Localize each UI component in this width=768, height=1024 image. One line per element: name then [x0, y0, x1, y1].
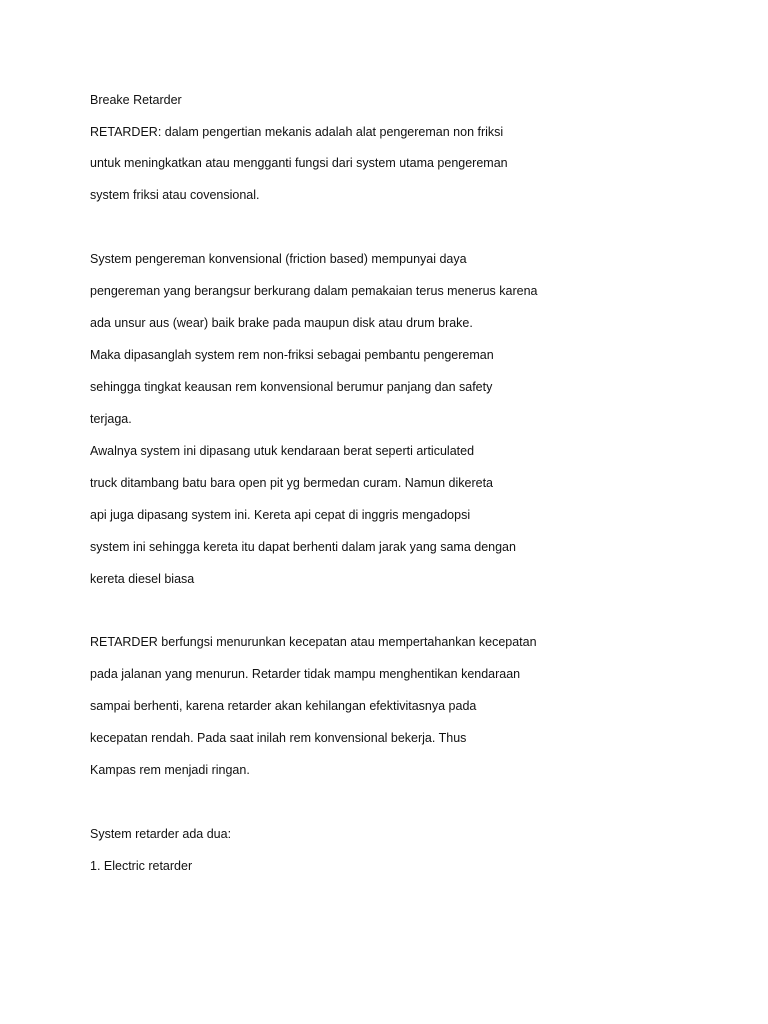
text-line: terjaga. [90, 412, 132, 426]
text-line: sehingga tingkat keausan rem konvensional berumur panjang dan safety [90, 380, 493, 394]
text-line: kecepatan rendah. Pada saat inilah rem konvensional bekerja. Thus [90, 731, 467, 745]
text-line: 1. Electric retarder [90, 859, 193, 873]
text-line: system friksi atau covensional. [90, 188, 260, 202]
text-line: RETARDER: dalam pengertian mekanis adalah alat pengereman non friksi [90, 125, 504, 139]
document-title: Breake Retarder [90, 93, 182, 107]
text-line: untuk meningkatkan atau mengganti fungsi dari system utama pengereman [90, 156, 508, 170]
text-line: system ini sehingga kereta itu dapat berhenti dalam jarak yang sama dengan [90, 540, 516, 554]
text-line: pada jalanan yang menurun. Retarder tidak mampu menghentikan kendaraan [90, 667, 521, 681]
text-line: ada unsur aus (wear) baik brake pada maupun disk atau drum brake. [90, 316, 473, 330]
text-line: pengereman yang berangsur berkurang dalam pemakaian terus menerus karena [90, 284, 538, 298]
text-line: truck ditambang batu bara open pit yg bermedan curam. Namun dikereta [90, 476, 494, 490]
text-line: RETARDER berfungsi menurunkan kecepatan atau mempertahankan kecepatan [90, 635, 537, 649]
text-line: System retarder ada dua: [90, 827, 232, 841]
text-line: api juga dipasang system ini. Kereta api cepat di inggris mengadopsi [90, 508, 471, 522]
text-line: sampai berhenti, karena retarder akan kehilangan efektivitasnya pada [90, 699, 477, 713]
text-line: kereta diesel biasa [90, 572, 195, 586]
text-line: Kampas rem menjadi ringan. [90, 763, 250, 777]
text-line: System pengereman konvensional (friction based) mempunyai daya [90, 252, 467, 266]
text-line: Maka dipasanglah system rem non-friksi sebagai pembantu pengereman [90, 348, 494, 362]
text-line: Awalnya system ini dipasang utuk kendaraan berat seperti articulated [90, 444, 475, 458]
